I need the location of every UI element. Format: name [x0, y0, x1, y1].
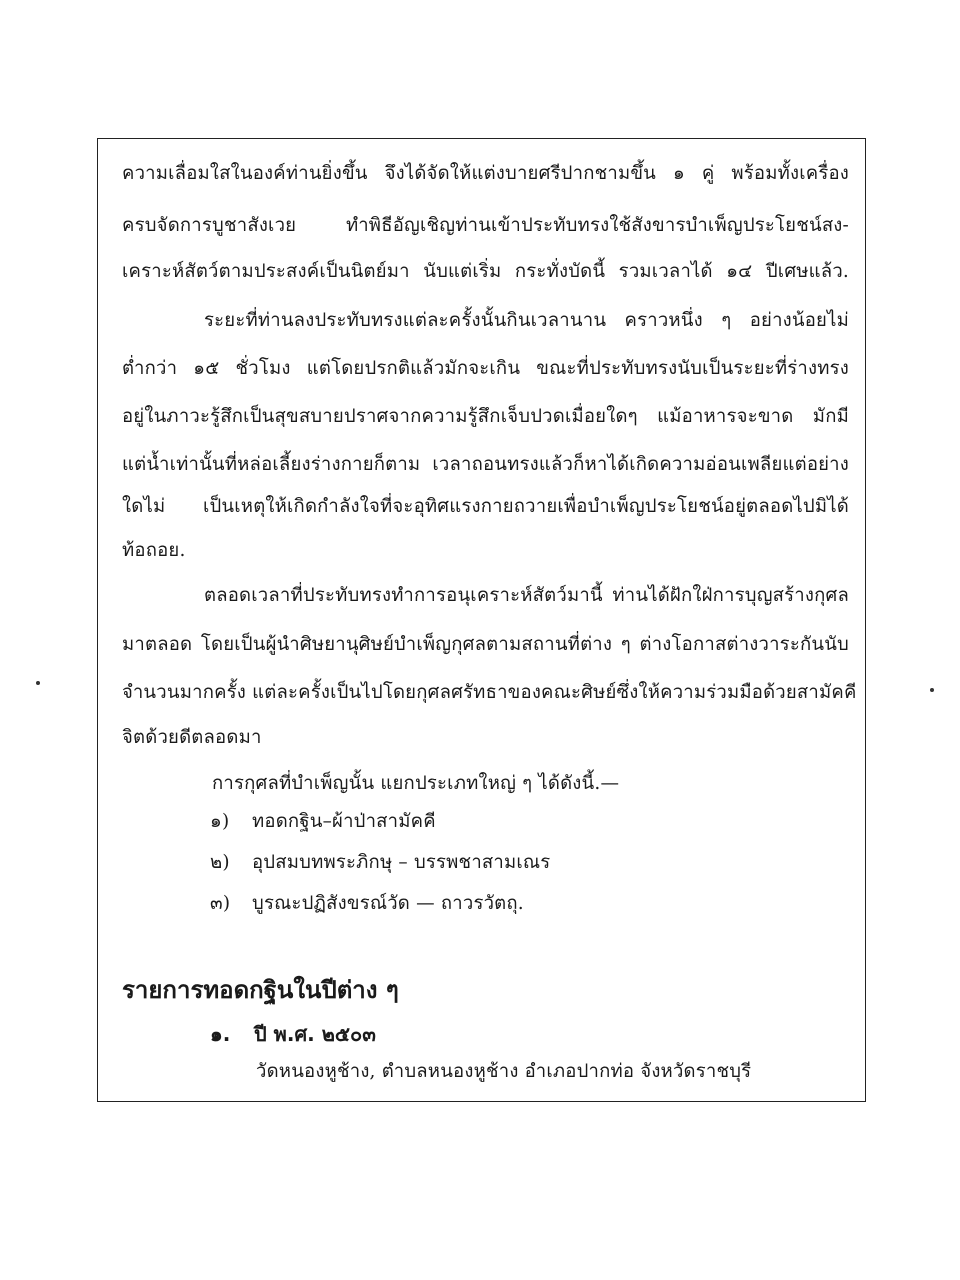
paragraph-1-line-2: ครบจัดการบูชาสังเวย ทำพิธีอัญเชิญท่านเข้าประทับทรงใช้สังขารบำเพ็ญประโยชน์สง- — [122, 215, 849, 236]
paragraph-3-line-2: มาตลอด โดยเป็นผู้นำศิษยานุศิษย์บำเพ็ญกุศลตามสถานที่ต่าง ๆ ต่างโอกาสต่างวาระกันนับ — [122, 634, 849, 655]
paragraph-2-line-1: ระยะที่ท่านลงประทับทรงแต่ละครั้งนั้นกินเวลานาน คราวหนึ่ง ๆ อย่างน้อยไม่ — [204, 310, 849, 331]
location-line: วัดหนองหูช้าง, ตำบลหนองหูช้าง อำเภอปากท่อ จังหวัดราชบุรี — [256, 1061, 752, 1082]
paragraph-2-line-2: ต่ำกว่า ๑๕ ชั่วโมง แต่โดยปรกติแล้วมักจะเกิน ขณะที่ประทับทรงนับเป็นระยะที่ร่างทรง — [122, 358, 849, 379]
category-number: ๓) — [210, 893, 231, 914]
category-item: บูรณะปฏิสังขรณ์วัด — ถาวรวัตถุ. — [252, 893, 524, 914]
year-number: ๑. — [210, 1022, 231, 1046]
paragraph-2-line-6: ท้อถอย. — [122, 540, 186, 561]
paragraph-3-line-4: จิตด้วยดีตลอดมา — [122, 727, 262, 748]
categories-intro: การกุศลที่บำเพ็ญนั้น แยกประเภทใหญ่ ๆ ได้ดังนี้.— — [212, 773, 620, 794]
paragraph-1-line-3: เคราะห์สัตว์ตามประสงค์เป็นนิตย์มา นับแต่เริ่ม กระทั่งบัดนี้ รวมเวลาได้ ๑๔ ปีเศษแล้ว. — [122, 261, 849, 282]
category-number: ๒) — [210, 852, 230, 873]
category-item: ทอดกฐิน–ผ้าป่าสามัคคี — [252, 811, 436, 832]
year-label: ปี พ.ศ. ๒๕๐๓ — [254, 1022, 376, 1046]
paragraph-1-line-1: ความเลื่อมใสในองค์ท่านยิ่งขึ้น จึงได้จัดให้แต่งบายศรีปากชามขึ้น ๑ คู่ พร้อมทั้งเครื่อง — [122, 163, 849, 184]
paragraph-3-line-3: จำนวนมากครั้ง แต่ละครั้งเป็นไปโดยกุศลศรัทธาของคณะศิษย์ซึ่งให้ความร่วมมือด้วยสามัคคี — [122, 682, 857, 703]
section-heading: รายการทอดกฐินในปีต่าง ๆ — [122, 976, 399, 1004]
category-item: อุปสมบทพระภิกษุ – บรรพชาสามเณร — [252, 852, 551, 873]
paragraph-2-line-4: แต่น้ำเท่านั้นที่หล่อเลี้ยงร่างกายก็ตาม เวลาถอนทรงแล้วก็หาได้เกิดความอ่อนเพลียแต่อย่าง — [122, 454, 849, 475]
paragraph-2-line-5: ใดไม่ เป็นเหตุให้เกิดกำลังใจที่จะอุทิศแรงกายถวายเพื่อบำเพ็ญประโยชน์อยู่ตลอดไปมิได้ — [122, 496, 849, 517]
category-number: ๑) — [210, 811, 230, 832]
paragraph-3-line-1: ตลอดเวลาที่ประทับทรงทำการอนุเคราะห์สัตว์มานี้ ท่านได้ฝักใฝ่การบุญสร้างกุศล — [204, 585, 849, 606]
scan-speck — [36, 681, 40, 685]
paragraph-2-line-3: อยู่ในภาวะรู้สึกเป็นสุขสบายปราศจากความรู้สึกเจ็บปวดเมื่อยใดๆ แม้อาหารจะขาด มักมี — [122, 406, 849, 427]
scan-speck — [930, 688, 934, 692]
